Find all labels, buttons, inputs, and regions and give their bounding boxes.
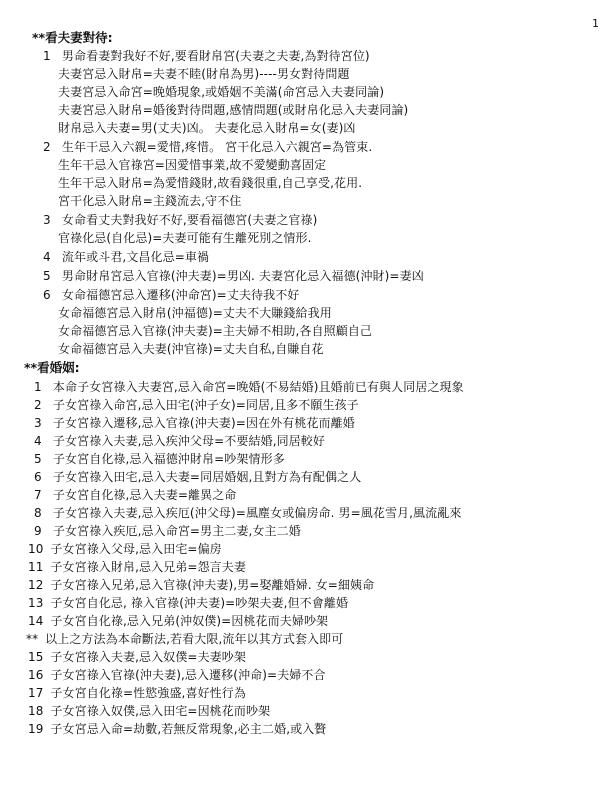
marriage-line-text: 以上之方法為本命斷法,若看大限,流年以其方式套入即可 [45, 632, 344, 646]
spouse-line-text: 宮干化忌入財帛=主錢流去,守不住 [58, 194, 242, 208]
marriage-line-number: 17 [28, 686, 44, 700]
marriage-line-number: 11 [28, 560, 44, 574]
marriage-line-number: 19 [28, 722, 44, 736]
spouse-line-text: 女命福德宮忌入財帛(沖福德)=丈夫不大賺錢給我用 [58, 306, 332, 320]
spouse-line-11 [58, 230, 312, 246]
marriage-line-text: 子女宮祿入田宅,忌入夫妻=同居婚姻,且對方為有配偶之人 [52, 470, 362, 484]
spouse-line-6 [43, 139, 372, 155]
section-title-marriage: **看婚姻: [24, 360, 80, 375]
marriage-line-11 [28, 559, 246, 575]
marriage-line-text: 子女宮自化祿,忌入福德沖財帛=吵架情形多 [52, 452, 285, 466]
spouse-line-3 [58, 84, 384, 100]
spouse-line-4 [58, 102, 408, 118]
marriage-line-number: 15 [28, 650, 44, 664]
marriage-line-number: 18 [28, 704, 44, 718]
spouse-line-text: 夫妻宮忌入財帛=婚後對待問題,感情問題(或財帛化忌入夫妻同論) [58, 103, 409, 117]
marriage-line-14 [28, 613, 328, 629]
marriage-line-13 [28, 595, 348, 611]
spouse-line-text: 男命財帛宮忌入官祿(沖夫妻)=男凶. 夫妻宮化忌入福德(沖財)=妻凶 [61, 269, 424, 283]
marriage-line-number: 16 [28, 668, 44, 682]
marriage-line-text: 子女宮忌入命=劫數,若無反常現象,必主二婚,或入贅 [50, 722, 327, 736]
marriage-line-10 [28, 541, 222, 557]
spouse-line-number: 3 [43, 213, 51, 227]
marriage-line-text: 子女宮祿入遷移,忌入官祿(沖夫妻)=因在外有桃花而離婚 [52, 416, 355, 430]
marriage-line-text: 子女宮祿入夫妻,忌入疾厄(沖父母)=風塵女或偏房命. 男=風花雪月,風流亂來 [52, 506, 462, 520]
marriage-line-text: 子女宮祿入兄弟,忌入官祿(沖夫妻),男=娶離婚婦. 女=細姨命 [50, 578, 375, 592]
marriage-note-line [26, 631, 343, 647]
spouse-line-text: 生年干忌入官祿宮=因愛惜事業,故不愛變動喜固定 [58, 158, 327, 172]
spouse-line-16 [58, 323, 372, 339]
section-title-spouse-relations: **看夫妻對待: [32, 30, 113, 45]
marriage-line-text: 子女宮自化祿=性慾強盛,喜好性行為 [50, 686, 246, 700]
spouse-line-text: 女命福德宮忌入官祿(沖夫妻)=主夫婦不相助,各自照顧自己 [58, 324, 373, 338]
marriage-line-text: 子女宮祿入奴僕,忌入田宅=因桃花而吵架 [50, 704, 271, 718]
marriage-line-text: 子女宮祿入財帛,忌入兄弟=怨言夫妻 [50, 560, 246, 574]
marriage-line-text: 子女宮祿入命宮,忌入田宅(沖子女)=同居,且多不願生孩子 [52, 398, 359, 412]
spouse-line-10 [43, 212, 317, 228]
marriage-line-15 [28, 649, 246, 665]
marriage-line-5 [34, 451, 285, 467]
spouse-line-8 [58, 175, 362, 191]
marriage-line-6 [34, 469, 361, 485]
marriage-line-8 [34, 505, 461, 521]
marriage-line-9 [34, 523, 301, 539]
spouse-line-number: 2 [43, 140, 51, 154]
marriage-line-7 [34, 487, 236, 503]
spouse-line-12 [43, 249, 209, 265]
marriage-line-12 [28, 577, 374, 593]
marriage-line-1 [34, 379, 464, 395]
marriage-line-text: 子女宮自化祿,忌入兄弟(沖奴僕)=因桃花而夫婦吵架 [50, 614, 329, 628]
spouse-line-number: 6 [43, 288, 51, 302]
marriage-line-17 [28, 685, 246, 701]
spouse-line-number: 1 [43, 49, 51, 63]
marriage-line-text: 子女宮祿入夫妻,忌入奴僕=夫妻吵架 [50, 650, 246, 664]
marriage-line-number: 14 [28, 614, 44, 628]
spouse-line-text: 財帛忌入夫妻=男(丈夫)凶。 夫妻化忌入財帛=女(妻)凶 [58, 121, 356, 135]
spouse-line-text: 女命看丈夫對我好不好,要看福德宮(夫妻之官祿) [61, 213, 318, 227]
marriage-line-text: 子女宮祿入疾厄,忌入命宮=男主二妻,女主二婚 [52, 524, 301, 538]
spouse-line-number: 4 [43, 250, 51, 264]
marriage-line-19 [28, 721, 326, 737]
spouse-line-text: 女命福德宮忌入夫妻(沖官祿)=丈夫自私,自賺自花 [58, 342, 324, 356]
marriage-line-4 [34, 433, 325, 449]
spouse-line-14 [43, 287, 299, 303]
marriage-line-number: 8 [34, 506, 42, 520]
marriage-line-number: 12 [28, 578, 44, 592]
marriage-line-18 [28, 703, 270, 719]
marriage-line-number: 6 [34, 470, 42, 484]
spouse-line-text: 生年干忌入財帛=為愛惜錢財,故看錢很重,自己享受,花用. [58, 176, 363, 190]
page-number: 1 [592, 17, 599, 30]
spouse-line-text: 女命福德宮忌入遷移(沖命宮)=丈夫待我不好 [61, 288, 300, 302]
marriage-line-number: 4 [34, 434, 42, 448]
spouse-line-text: 男命看妻對我好不好,要看財帛宮(夫妻之夫妻,為對待宮位) [61, 49, 370, 63]
marriage-line-text: 子女宮祿入父母,忌入田宅=偏房 [50, 542, 222, 556]
spouse-line-text: 夫妻宮忌入財帛=夫妻不睦(財帛為男)----男女對待問題 [58, 67, 350, 81]
marriage-note-marker: ** [26, 632, 39, 646]
spouse-line-text: 生年干忌入六親=愛惜,疼惜。 宮干化忌入六親宮=為管束. [61, 140, 373, 154]
spouse-line-1 [43, 48, 370, 64]
marriage-line-text: 子女宮自化忌, 祿入官祿(沖夫妻)=吵架夫妻,但不會離婚 [50, 596, 349, 610]
spouse-line-text: 流年或斗君,文昌化忌=車禍 [61, 250, 210, 264]
spouse-line-9 [58, 193, 241, 209]
spouse-line-text: 官祿化忌(自化忌)=夫妻可能有生離死別之情形. [58, 231, 312, 245]
spouse-line-2 [58, 66, 350, 82]
marriage-line-number: 5 [34, 452, 42, 466]
marriage-line-2 [34, 397, 359, 413]
marriage-line-number: 3 [34, 416, 42, 430]
marriage-line-number: 10 [28, 542, 44, 556]
marriage-line-text: 本命子女宮祿入夫妻宮,忌入命宮=晚婚(不易結婚)且婚前已有與人同居之現象 [52, 380, 464, 394]
marriage-line-16 [28, 667, 326, 683]
marriage-line-number: 7 [34, 488, 42, 502]
marriage-line-number: 9 [34, 524, 42, 538]
spouse-line-5 [58, 120, 355, 136]
marriage-line-number: 2 [34, 398, 42, 412]
spouse-line-7 [58, 157, 326, 173]
marriage-line-number: 1 [34, 380, 42, 394]
spouse-line-13 [43, 268, 424, 284]
marriage-line-text: 子女宮祿入官祿(沖夫妻),忌入遷移(沖命)=夫婦不合 [50, 668, 326, 682]
marriage-line-number: 13 [28, 596, 44, 610]
marriage-line-3 [34, 415, 355, 431]
spouse-line-15 [58, 305, 332, 321]
spouse-line-text: 夫妻宮忌入命宮=晚婚現象,或婚姻不美滿(命宮忌入夫妻同論) [58, 85, 385, 99]
marriage-line-text: 子女宮自化祿,忌入夫妻=離異之命 [52, 488, 237, 502]
spouse-line-17 [58, 341, 324, 357]
marriage-line-text: 子女宮祿入夫妻,忌入疾沖父母=不要結婚,同居較好 [52, 434, 326, 448]
spouse-line-number: 5 [43, 269, 51, 283]
